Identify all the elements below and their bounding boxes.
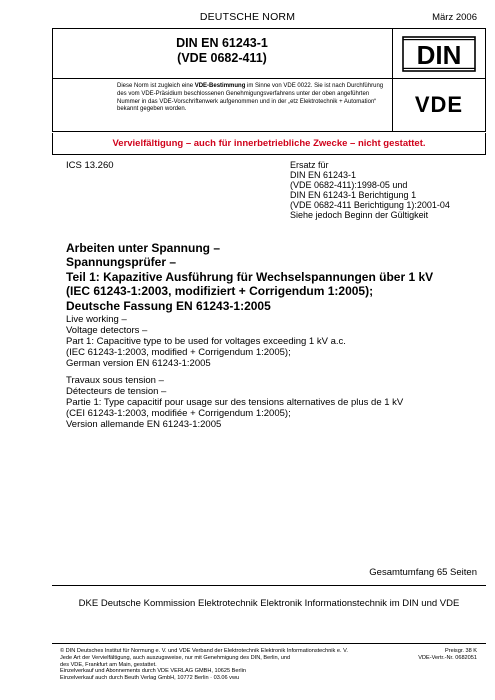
title-de-line: Deutsche Fassung EN 61243-1:2005 — [66, 298, 271, 313]
din-logo-icon — [402, 36, 476, 72]
din-logo-text: DIN — [416, 40, 462, 70]
vde-classification: (VDE 0682-411) — [177, 51, 267, 65]
vde-logo-icon: VDE — [414, 92, 464, 117]
copy-warning: Vervielfältigung – auch für innerbetriebliche Zwecke – nicht gestattet. — [52, 133, 486, 155]
footer-divider — [52, 643, 486, 644]
title-de-line: Arbeiten unter Spannung – — [66, 241, 221, 255]
publication-date: März 2006 — [432, 12, 477, 23]
standard-number-block — [52, 36, 392, 66]
vde-order-number: VDE-Vertr.-Nr. 0682051 — [418, 654, 477, 661]
title-english — [66, 314, 476, 369]
replacement-note — [290, 160, 450, 220]
replacement-line: DIN EN 61243-1 Berichtigung 1 — [290, 190, 417, 200]
replacement-line: Ersatz für — [290, 160, 329, 170]
copyright-line: Einzelverkauf und Abonnements durch VDE VERLAG GMBH, 10625 Berlin — [60, 668, 246, 675]
copyright-line: © DIN Deutsches Institut für Normung e. V. und VDE Verband der Elektrotechnik Elektronik Informationstechnik e. V. — [60, 648, 348, 654]
dke-line: DKE Deutsche Kommission Elektrotechnik Elektronik Informationstechnik im DIN und VDE — [78, 598, 460, 609]
copyright-notice — [60, 648, 390, 682]
notice-bold: VDE-Bestimmung — [194, 83, 246, 89]
title-en-line: German version EN 61243-1:2005 — [66, 358, 211, 369]
vde-notice — [117, 83, 389, 114]
copyright-line: Jede Art der Vervielfältigung, auch auszugsweise, nur mit Genehmigung des DIN, Berlin, und — [60, 654, 291, 661]
price-group: Preisgr. 38 K — [444, 648, 477, 654]
frame-divider-horizontal — [52, 78, 486, 79]
title-en-line: Part 1: Capacitive type to be used for voltages exceeding 1 kV a.c. — [66, 336, 346, 347]
title-fr-line: Travaux sous tension – — [66, 375, 164, 386]
frame-divider-vertical — [392, 28, 393, 132]
title-fr-line: Partie 1: Type capacitif pour usage sur des tensions alternatives de plus de 1 kV — [66, 397, 404, 408]
title-fr-line: Détecteurs de tension – — [66, 386, 167, 397]
notice-rest: im Sinne von VDE 0022. Sie ist nach Durchführung des vom VDE-Präsidium beschlossenen Genehmigungsverfahrens unter der oben angeführten Nummer in das VDE-Vorschriftenwerk aufgenommen und in der „etz Elektrotechnik + Automation“ bekannt gegeben worden. — [117, 83, 384, 113]
title-french — [66, 375, 476, 430]
dke-divider — [52, 585, 486, 586]
ics-code: ICS 13.260 — [66, 160, 114, 171]
title-fr-line: (CEI 61243-1:2003, modifiée + Corrigendum 1:2005); — [66, 408, 291, 419]
title-de-line: (IEC 61243-1:2003, modifiziert + Corrigendum 1:2005); — [66, 284, 374, 299]
title-de-line: Spannungsprüfer – — [66, 255, 177, 270]
title-de-line: Teil 1: Kapazitive Ausführung für Wechselspannungen über 1 kV — [66, 269, 434, 284]
standard-number: DIN EN 61243-1 — [176, 36, 268, 50]
replacement-line: (VDE 0682-411):1998-05 und — [290, 180, 408, 190]
title-en-line: (IEC 61243-1:2003, modified + Corrigendum 1:2005); — [66, 347, 291, 358]
title-en-line: Live working – — [66, 314, 127, 325]
title-fr-line: Version allemande EN 61243-1:2005 — [66, 419, 222, 430]
document-type-header: DEUTSCHE NORM — [199, 11, 296, 23]
replacement-line: DIN EN 61243-1 — [290, 170, 357, 180]
copyright-line: des VDE, Frankfurt am Main, gestattet. — [60, 661, 157, 668]
copyright-line: Einzelverkauf auch durch Beuth Verlag GmbH, 10772 Berlin · 03.06 vwu — [60, 675, 240, 682]
replacement-line: (VDE 0682-411 Berichtigung 1):2001-04 — [290, 200, 450, 210]
notice-prefix: Diese Norm ist zugleich eine — [117, 83, 195, 89]
price-info — [418, 648, 477, 662]
total-pages: Gesamtumfang 65 Seiten — [369, 567, 477, 578]
title-en-line: Voltage detectors – — [66, 325, 148, 336]
title-german — [66, 241, 476, 313]
replacement-line: Siehe jedoch Beginn der Gültigkeit — [290, 210, 429, 220]
